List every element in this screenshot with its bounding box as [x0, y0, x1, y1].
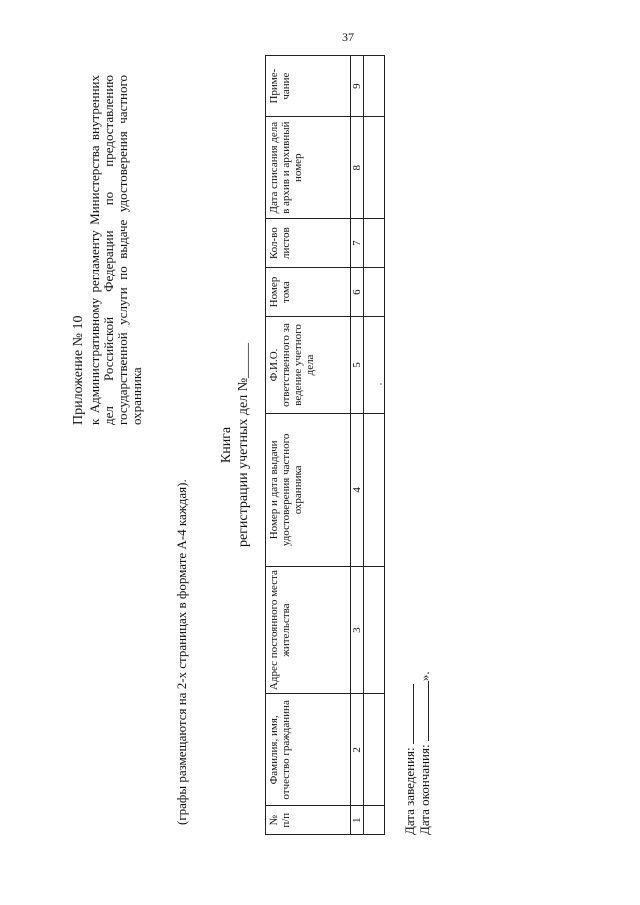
table-header-cell: № п/п — [266, 806, 351, 835]
book-heading — [218, 235, 252, 655]
table-header-cell: Номер тома — [266, 268, 351, 317]
table-number-cell: 1 — [351, 806, 364, 835]
table-empty-cell — [364, 566, 385, 693]
table-number-row — [351, 56, 364, 835]
table-header-cell: Приме-чание — [266, 56, 351, 117]
table-empty-cell — [364, 117, 385, 219]
table-empty-row — [364, 56, 385, 835]
table-number-cell: 9 — [351, 56, 364, 117]
scan-speck — [380, 383, 382, 385]
layout-note: (графы размещаются на 2-х страницах в формате А-4 каждая). — [174, 479, 189, 825]
table-empty-cell — [364, 268, 385, 317]
table-header-cell: Фамилия, имя, отчество гражданина — [266, 694, 351, 806]
table-empty-cell — [364, 56, 385, 117]
table-empty-cell — [364, 694, 385, 806]
table-header-cell: Номер и дата выдачи удостоверения частного охранника — [266, 413, 351, 566]
table-number-cell: 7 — [351, 219, 364, 268]
table-number-cell: 5 — [351, 317, 364, 414]
table-header-cell: Ф.И.О. ответственного за ведение учетного дела — [266, 317, 351, 414]
book-subtitle: регистрации учетных дел №_____ — [236, 342, 251, 548]
dates-block — [402, 671, 432, 835]
table-header-cell: Адрес постоянного места жительства — [266, 566, 351, 693]
table-header-row — [266, 56, 351, 835]
date-start-blank — [403, 684, 414, 744]
table-header-cell: Кол-во листов — [266, 219, 351, 268]
table-number-cell: 2 — [351, 694, 364, 806]
book-title: Книга — [219, 426, 234, 464]
appendix-text: к Административному регламенту Министерства внутренних дел Российской Федерации по предоставлению государственной услуги по выдаче удостоверения частного охранника — [87, 75, 144, 425]
date-end-suffix: ». — [417, 671, 432, 682]
date-end-blank — [418, 681, 429, 741]
table-empty-cell — [364, 806, 385, 835]
appendix-block — [72, 75, 144, 425]
table-number-cell: 4 — [351, 413, 364, 566]
table-number-cell: 8 — [351, 117, 364, 219]
date-start-line — [402, 671, 417, 835]
table-number-cell: 6 — [351, 268, 364, 317]
table-header-cell: Дата списания дела в архив и архивный номер — [266, 117, 351, 219]
appendix-title: Приложение № 10 — [71, 315, 86, 425]
table-empty-cell — [364, 219, 385, 268]
table-empty-cell — [364, 413, 385, 566]
date-start-label: Дата заведения: — [402, 747, 417, 835]
date-end-line — [417, 671, 432, 835]
date-end-label: Дата окончания: — [417, 744, 432, 835]
registration-table — [265, 55, 385, 835]
table-number-cell: 3 — [351, 566, 364, 693]
table-empty-cell — [364, 317, 385, 414]
page-number: 37 — [342, 30, 354, 44]
